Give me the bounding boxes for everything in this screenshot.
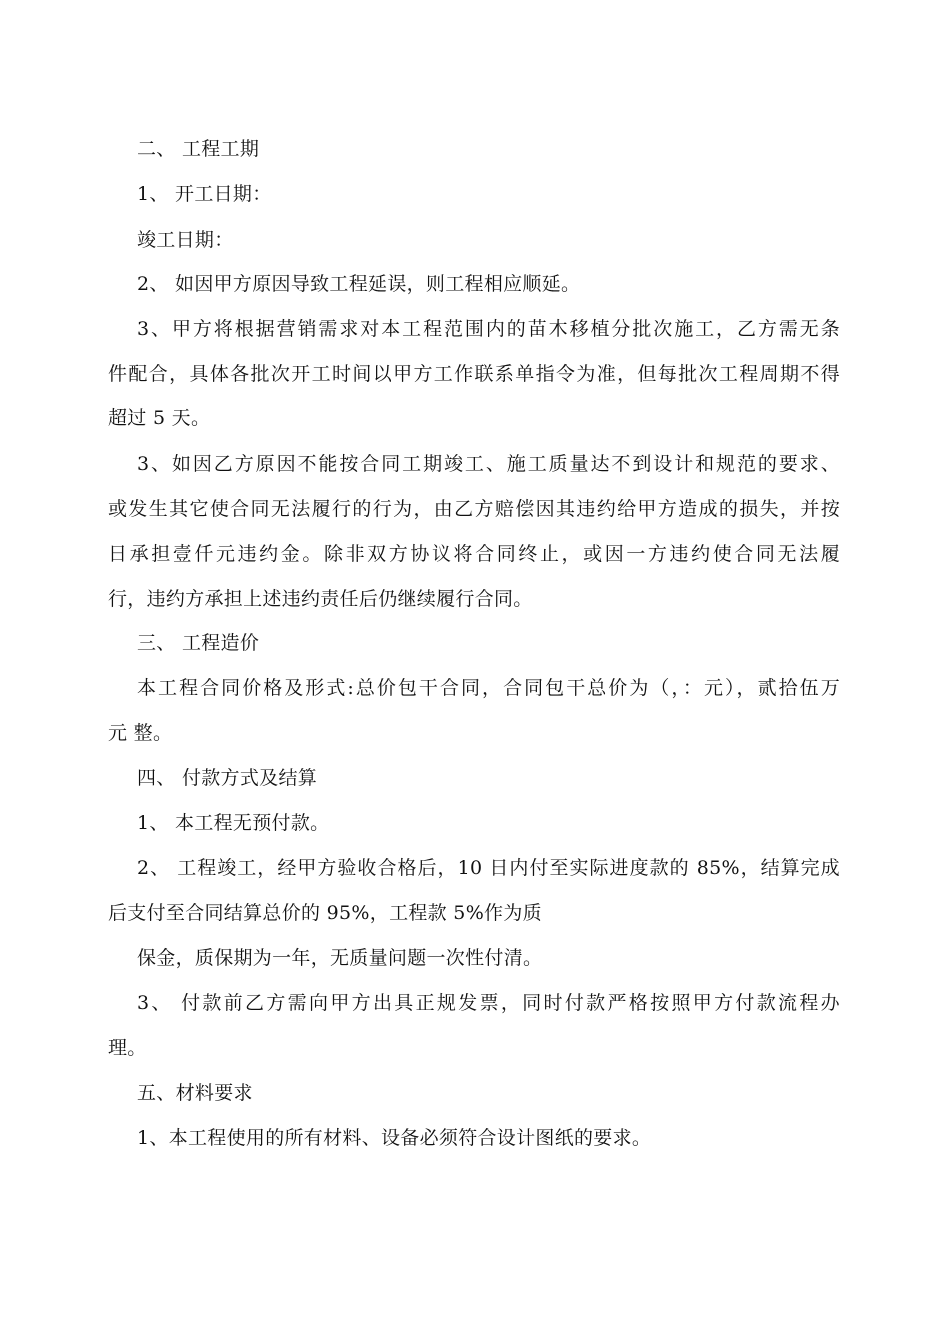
start-date-line: 1、 开工日期： bbox=[137, 183, 272, 205]
section-heading-schedule: 二、 工程工期 bbox=[137, 138, 260, 160]
breach-clause-line-2: 或发生其它使合同无法履行的行为，由乙方赔偿因其违约给甲方造成的损失，并按 bbox=[108, 498, 840, 520]
payment-clause-2-line-3: 保金，质保期为一年，无质量问题一次性付清。 bbox=[137, 947, 543, 969]
payment-clause-3-line-2: 理。 bbox=[108, 1037, 147, 1059]
section-heading-payment: 四、 付款方式及结算 bbox=[137, 767, 318, 789]
breach-clause-line-3: 日承担壹仟元违约金。除非双方协议将合同终止，或因一方违约使合同无法履 bbox=[108, 543, 840, 565]
batch-clause-line-1: 3、甲方将根据营销需求对本工程范围内的苗木移植分批次施工，乙方需无条 bbox=[137, 318, 840, 340]
batch-clause-line-3: 超过 5 天。 bbox=[108, 407, 211, 429]
breach-clause-line-4: 行，违约方承担上述违约责任后仍继续履行合同。 bbox=[108, 588, 533, 610]
payment-clause-2-line-1: 2、 工程竣工，经甲方验收合格后，10 日内付至实际进度款的 85%，结算完成 bbox=[137, 857, 840, 879]
breach-clause-line-1: 3、如因乙方原因不能按合同工期竣工、施工质量达不到设计和规范的要求、 bbox=[137, 453, 840, 475]
payment-clause-1: 1、 本工程无预付款。 bbox=[137, 812, 330, 834]
price-clause-line-1: 本工程合同价格及形式:总价包干合同，合同包干总价为（，：元），贰拾伍万 bbox=[137, 677, 840, 699]
delay-clause: 2、 如因甲方原因导致工程延误，则工程相应顺延。 bbox=[137, 273, 581, 295]
payment-clause-2-line-2: 后支付至合同结算总价的 95%，工程款 5%作为质 bbox=[108, 902, 542, 924]
price-clause-line-2: 元 整。 bbox=[108, 722, 173, 744]
completion-date-line: 竣工日期： bbox=[137, 229, 234, 251]
section-heading-materials: 五、材料要求 bbox=[137, 1082, 253, 1104]
batch-clause-line-2: 件配合，具体各批次开工时间以甲方工作联系单指令为准，但每批次工程周期不得 bbox=[108, 363, 840, 385]
materials-clause-1: 1、本工程使用的所有材料、设备必须符合设计图纸的要求。 bbox=[137, 1127, 652, 1149]
payment-clause-3-line-1: 3、 付款前乙方需向甲方出具正规发票，同时付款严格按照甲方付款流程办 bbox=[137, 992, 840, 1014]
section-heading-price: 三、 工程造价 bbox=[137, 632, 260, 654]
